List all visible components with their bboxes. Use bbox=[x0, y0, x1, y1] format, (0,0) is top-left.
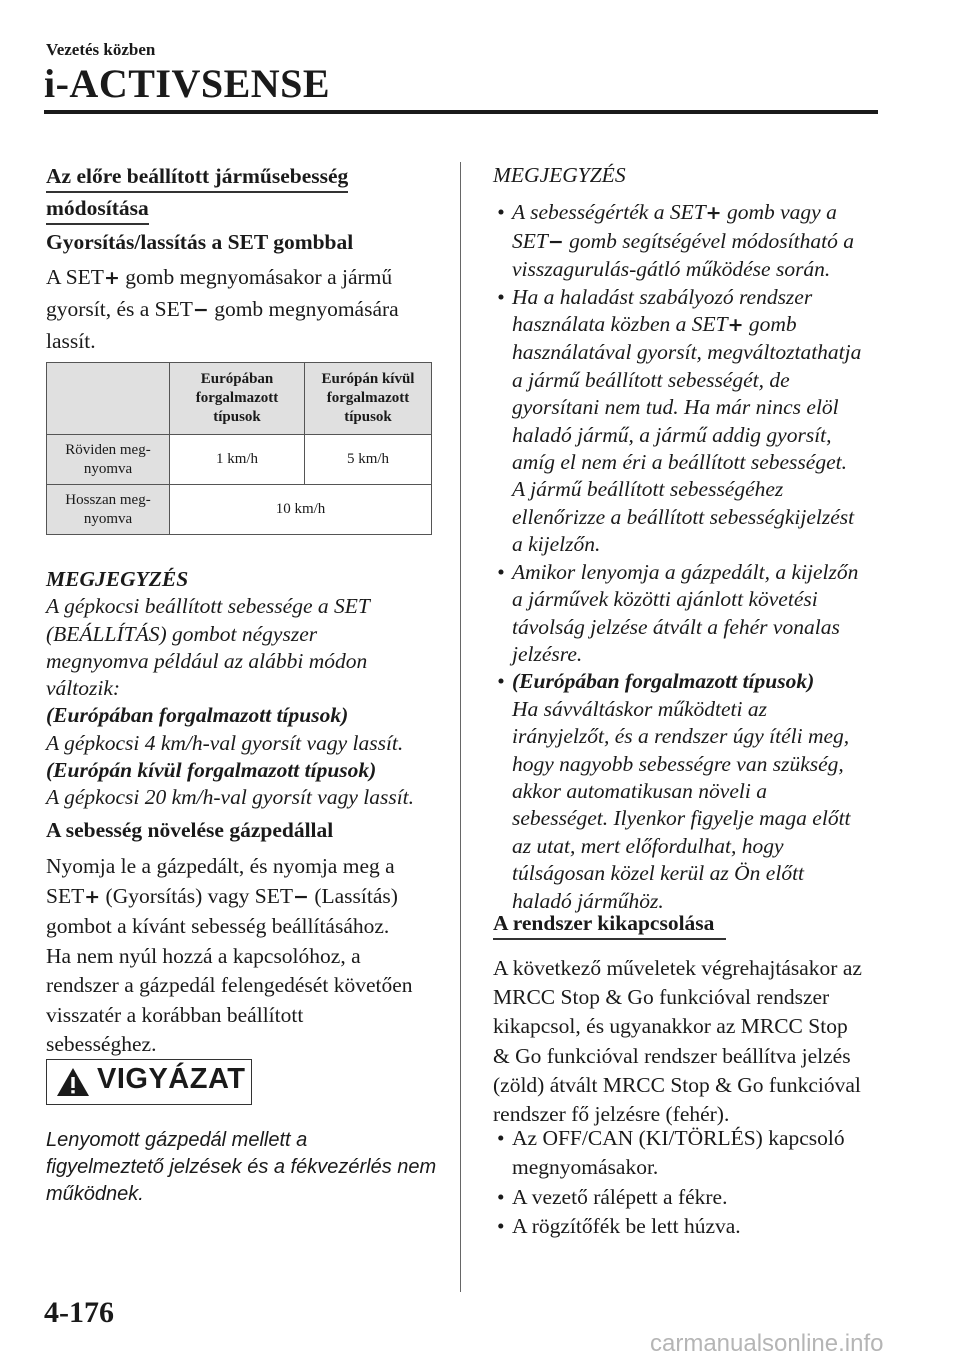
bullet-icon: • bbox=[497, 200, 505, 225]
table-cell: 10 km/h bbox=[170, 485, 432, 535]
text-line: irányjelzőt, és a rendszer úgy ítéli meg, bbox=[512, 724, 850, 749]
text-line: gyorsít, és a SET− gomb megnyomására bbox=[46, 297, 399, 321]
text-line: megnyomásakor. bbox=[512, 1155, 659, 1180]
text-line: figyelmeztető jelzések és a fékvezérlés nem bbox=[46, 1156, 437, 1178]
text-line: visszagurulás-gátló működése során. bbox=[512, 257, 831, 282]
note-title: MEGJEGYZÉS bbox=[493, 163, 626, 187]
text-line: haladó jármű, a jármű addig gyorsít, bbox=[512, 422, 832, 447]
plus-icon: + bbox=[727, 314, 744, 337]
text-line: A rögzítőfék be lett húzva. bbox=[512, 1213, 741, 1238]
list-item bbox=[493, 1212, 893, 1241]
text-line: gyorsítani nem tud. Ha már nincs elöl bbox=[512, 395, 839, 420]
text-line: rendszer fő jelzésre (fehér). bbox=[493, 1102, 730, 1127]
text-line: az utat, mert előfordulhat, hogy bbox=[512, 833, 784, 858]
text-line: amíg el nem éri a beállított sebességet. bbox=[512, 450, 847, 475]
text-line: kikapcsol, és ugyanakkor az MRCC Stop bbox=[493, 1014, 848, 1039]
list-item bbox=[493, 559, 893, 669]
warning-triangle-icon bbox=[55, 1066, 91, 1098]
table-row-label: Röviden meg-nyomva bbox=[47, 435, 170, 485]
text-line: használata közben a SET+ gomb bbox=[512, 312, 797, 337]
text-line: rendszer a gázpedál felengedését követően bbox=[46, 973, 413, 997]
text-line: A következő műveletek végrehajtásakor az bbox=[493, 956, 862, 980]
text-line: jelzésre. bbox=[512, 641, 583, 666]
text-line: SET− gomb segítségével módosítható a bbox=[512, 228, 854, 253]
text-line: sebességet. Ilyenkor figyelje maga előtt bbox=[512, 806, 851, 831]
bullet-icon: • bbox=[497, 669, 505, 694]
text-line: a járművek közötti ajánlott követési bbox=[512, 587, 818, 612]
note-list bbox=[493, 199, 893, 915]
list-item bbox=[493, 1124, 893, 1183]
text-line: gombot a kívánt sebesség beállításához. bbox=[46, 914, 390, 938]
text-line: túlságosan közel kerül az Ön előtt bbox=[512, 861, 805, 886]
list-item bbox=[493, 199, 893, 283]
text-line: (zöld) átvált MRCC Stop & Go funkcióval bbox=[493, 1072, 861, 1097]
text-line: MRCC Stop & Go funkcióval rendszer bbox=[493, 985, 830, 1010]
deactivation-list-block bbox=[493, 1124, 893, 1241]
text-line: hogy nagyobb sebességre van szükség, bbox=[512, 751, 844, 776]
text-line: Ha nem nyúl hozzá a kapcsolóhoz, a bbox=[46, 943, 361, 968]
header-rule bbox=[44, 110, 878, 114]
note-title: MEGJEGYZÉS bbox=[46, 567, 189, 591]
text-line: visszatér a korábban beállított bbox=[46, 1002, 304, 1027]
caution-label: VIGYÁZAT bbox=[97, 1063, 246, 1095]
minus-icon: − bbox=[293, 885, 309, 908]
text-line: Ha sávváltáskor működteti az bbox=[512, 696, 767, 721]
text-line: (BEÁLLÍTÁS) gombot négyszer bbox=[46, 621, 318, 646]
text-line: Az OFF/CAN (KI/TÖRLÉS) kapcsoló bbox=[512, 1126, 845, 1150]
text-line: A gépkocsi beállított sebessége a SET bbox=[46, 594, 370, 619]
speed-step-table bbox=[46, 362, 432, 535]
list-item bbox=[493, 1183, 893, 1212]
text-line: & Go funkcióval rendszer beállítva jelzés bbox=[493, 1043, 851, 1068]
text-line: a kijelzőn. bbox=[512, 532, 601, 557]
minus-icon: − bbox=[547, 230, 564, 253]
text-line: SET+ (Gyorsítás) vagy SET− (Lassítás) bbox=[46, 883, 398, 908]
table-row-label: Hosszan meg-nyomva bbox=[47, 485, 170, 535]
table-row bbox=[47, 435, 432, 485]
text-line: működnek. bbox=[46, 1183, 144, 1205]
paragraph-accelerator bbox=[46, 852, 456, 1060]
text-line: lassít. bbox=[46, 329, 96, 353]
table-header-row bbox=[47, 363, 432, 435]
subheading-accelerator: A sebesség növelése gázpedállal bbox=[46, 818, 334, 842]
text-line: Nyomja le a gázpedált, és nyomja meg a bbox=[46, 854, 395, 878]
text-line: Amikor lenyomja a gázpedált, a kijelzőn bbox=[512, 559, 859, 584]
text-line: a jármű beállított sebességét, de bbox=[512, 367, 790, 392]
text-line: Lenyomott gázpedál mellett a bbox=[46, 1129, 308, 1151]
right-heading bbox=[493, 910, 726, 940]
text-line: sebességhez. bbox=[46, 1032, 157, 1056]
page-number: 4-176 bbox=[44, 1296, 114, 1329]
caution-box bbox=[46, 1059, 252, 1105]
heading-line: A rendszer kikapcsolása bbox=[493, 910, 726, 940]
text-line: A sebességérték a SET+ gomb vagy a bbox=[512, 200, 837, 225]
list-item bbox=[493, 284, 893, 559]
note-subtitle: (Európán kívül forgalmazott típusok) bbox=[46, 758, 377, 783]
paragraph-set-button bbox=[46, 262, 446, 357]
minus-icon: − bbox=[192, 299, 209, 321]
text-line: A vezető rálépett a fékre. bbox=[512, 1184, 728, 1209]
left-heading bbox=[46, 163, 446, 225]
text-line: A SET+ gomb megnyomásakor a jármű bbox=[46, 265, 393, 289]
deactivation-list bbox=[493, 1124, 893, 1241]
watermark: carmanualsonline.info bbox=[650, 1330, 884, 1357]
paragraph-deactivation bbox=[493, 954, 903, 1129]
column-divider bbox=[460, 162, 461, 1292]
text-line: akkor automatikusan növeli a bbox=[512, 778, 767, 803]
table-header-cell: Európában forgalmazott típusok bbox=[170, 363, 305, 435]
heading-line: Az előre beállított járműsebesség bbox=[46, 163, 348, 193]
table-cell: 5 km/h bbox=[305, 435, 432, 485]
section-label: Vezetés közben bbox=[46, 40, 156, 59]
plus-icon: + bbox=[705, 202, 722, 225]
text-line: Ha a haladást szabályozó rendszer bbox=[512, 284, 813, 309]
text-line: haladó járműhöz. bbox=[512, 888, 664, 913]
list-item bbox=[493, 668, 893, 915]
text-line: változik: bbox=[46, 676, 121, 701]
text-line: A gépkocsi 20 km/h-val gyorsít vagy lassít. bbox=[46, 785, 415, 810]
text-line: ellenőrizze a beállított sebességkijelzést bbox=[512, 504, 855, 529]
note-subtitle: (Európában forgalmazott típusok) bbox=[46, 703, 349, 728]
text-line: használatával gyorsít, megváltoztathatja bbox=[512, 340, 862, 365]
right-note-block bbox=[493, 162, 893, 915]
table-row bbox=[47, 485, 432, 535]
plus-icon: + bbox=[84, 885, 101, 908]
note-subtitle: (Európában forgalmazott típusok) bbox=[512, 669, 815, 694]
note-block bbox=[46, 566, 451, 812]
bullet-icon: • bbox=[497, 559, 505, 584]
table-cell: 1 km/h bbox=[170, 435, 305, 485]
table-corner-cell bbox=[47, 363, 170, 435]
bullet-icon: • bbox=[497, 1126, 505, 1150]
text-line: megnyomva például az alábbi módon bbox=[46, 648, 368, 673]
text-line: A gépkocsi 4 km/h-val gyorsít vagy lassít. bbox=[46, 730, 404, 755]
page-title: i-ACTIVSENSE bbox=[44, 61, 331, 106]
bullet-icon: • bbox=[497, 1184, 505, 1209]
heading-line: módosítása bbox=[46, 195, 149, 225]
text-line: A jármű beállított sebességéhez bbox=[512, 477, 784, 502]
plus-icon: + bbox=[103, 267, 120, 289]
caution-text bbox=[46, 1127, 456, 1208]
bullet-icon: • bbox=[497, 284, 505, 309]
table-header-cell: Európán kívül forgalmazott típusok bbox=[305, 363, 432, 435]
bullet-icon: • bbox=[497, 1213, 505, 1238]
text-line: távolság jelzése átvált a fehér vonalas bbox=[512, 614, 840, 639]
subheading-set-button: Gyorsítás/lassítás a SET gombbal bbox=[46, 230, 354, 254]
